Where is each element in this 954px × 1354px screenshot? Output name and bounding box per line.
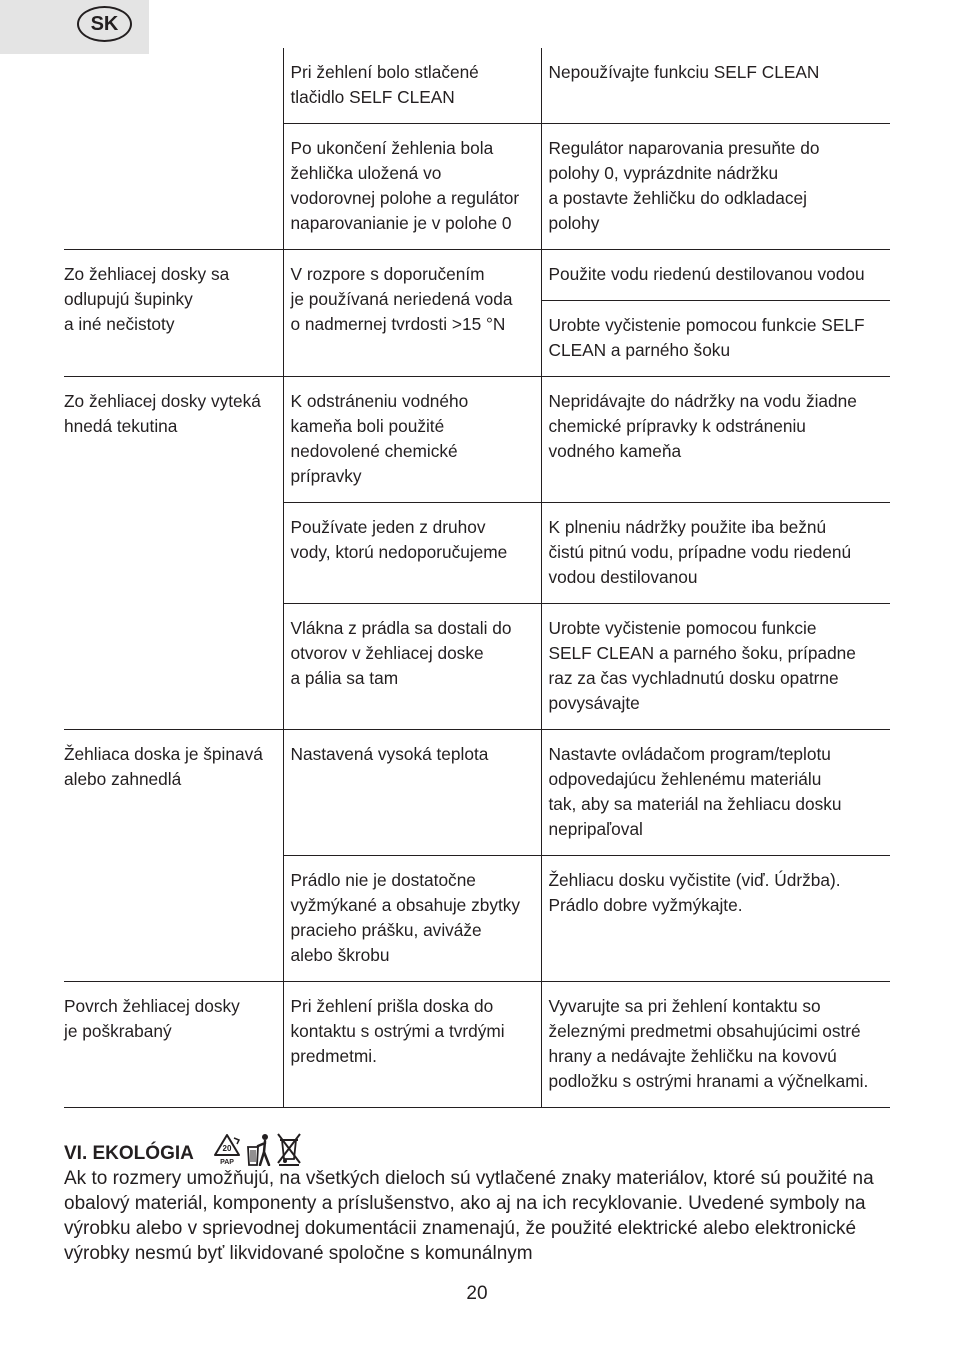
table-row (64, 48, 890, 124)
remedy-cell: Nepridávajte do nádržky na vodu žiadne chemické prípravky k odstráneniu vodného kameňa (541, 377, 890, 503)
cause-cell: Používate jeden z druhov vody, ktorú nedoporučujeme (283, 503, 541, 604)
table-row (64, 503, 890, 604)
table-row (64, 124, 890, 250)
problem-cell: Žehliaca doska je špinavá alebo zahnedlá (64, 744, 263, 789)
table-row (64, 856, 890, 982)
table-row (64, 730, 890, 856)
table-row (64, 377, 890, 503)
language-badge: SK (77, 6, 132, 42)
ecology-section (64, 1126, 890, 1266)
remedy-cell: Regulátor naparovania presuňte do polohy 0, vyprázdnite nádržku a postavte žehličku do odkladacej polohy (541, 124, 890, 250)
table-row (64, 982, 890, 1108)
cause-cell: Nastavená vysoká teplota (283, 730, 541, 856)
problem-cell (64, 856, 283, 982)
cause-cell: Pri žehlení prišla doska do kontaktu s ostrými a tvrdými predmetmi. (283, 982, 541, 1108)
cause-cell: Pri žehlení bolo stlačené tlačidlo SELF CLEAN (283, 48, 541, 124)
cause-cell: K odstráneniu vodného kameňa boli použité nedovolené chemické prípravky (283, 377, 541, 503)
section-title: VI. EKOLÓGIA (64, 1143, 194, 1164)
cause-cell: V rozpore s doporučením je používaná neriedená voda o nadmernej tvrdosti >15 °N (283, 250, 541, 377)
ecology-symbols (212, 1130, 302, 1166)
problem-cell (64, 48, 283, 124)
ecology-paragraph: Ak to rozmery umožňujú, na všetkých dieloch sú vytlačené znaky materiálov, ktoré sú použité na obalový materiál, komponenty a príslušenstvo, ako aj na ich recyklovanie. Uvedené symboly na výrobku alebo v sprievodnej dokumentácii znamenajú, že použité elektrické alebo elektronické výrobky nesmú byť likvidované spoločne s komunálnym (64, 1168, 874, 1264)
problem-cell (64, 124, 283, 250)
remedy-cell: Nepoužívajte funkciu SELF CLEAN (541, 48, 890, 124)
table-row (64, 250, 890, 301)
remedy-cell: Žehliacu dosku vyčistite (viď. Údržba). Prádlo dobre vyžmýkajte. (541, 856, 890, 982)
problem-cell: Zo žehliacej dosky sa odlupujú šupinky a iné nečistoty (64, 250, 283, 377)
recycle-20-pap-icon (212, 1132, 242, 1166)
svg-text:20: 20 (222, 1144, 232, 1153)
remedy-cell: Použite vodu riedenú destilovanou vodou (541, 250, 890, 301)
language-tab (0, 0, 149, 54)
troubleshooting-table (64, 48, 890, 1108)
remedy-cell: Urobte vyčistenie pomocou funkcie SELF CLEAN a parného šoku, prípadne raz za čas vychladnutú dosku opatrne povysávajte (541, 604, 890, 730)
cause-cell: Vlákna z prádla sa dostali do otvorov v žehliacej doske a pália sa tam (283, 604, 541, 730)
remedy-cell: K plneniu nádržky použite iba bežnú čistú pitnú vodu, prípadne vodu riedenú vodou destilovanou (541, 503, 890, 604)
remedy-cell: Nastavte ovládačom program/teplotu odpovedajúcu žehlenému materiálu tak, aby sa materiál na žehliacu dosku nepripaľoval (541, 730, 890, 856)
problem-cell (64, 503, 283, 604)
page-number: 20 (466, 1283, 488, 1304)
crossed-out-wheelie-bin-icon (276, 1132, 302, 1166)
cause-cell: Po ukončení žehlenia bola žehlička uložená vo vodorovnej polohe a regulátor naparovanianie je v polohe 0 (283, 124, 541, 250)
problem-cell (64, 604, 283, 730)
cause-cell: Prádlo nie je dostatočne vyžmýkané a obsahuje zbytky pracieho prášku, aviváže alebo škrobu (283, 856, 541, 982)
remedy-cell: Vyvarujte sa pri žehlení kontaktu so železnými predmetmi obsahujúcimi ostré hrany a nedávajte žehličku na kovovú podložku s ostrými hranami a výčnelkami. (541, 982, 890, 1108)
tidyman-bin-icon (245, 1132, 273, 1166)
remedy-cell: Urobte vyčistenie pomocou funkcie SELF CLEAN a parného šoku (541, 301, 890, 377)
problem-cell: Povrch žehliacej dosky je poškrabaný (64, 982, 283, 1108)
problem-cell: Zo žehliacej dosky vyteká hnedá tekutina (64, 391, 261, 436)
svg-text:PAP: PAP (219, 1159, 234, 1166)
ecology-header (64, 1126, 890, 1166)
table-row (64, 604, 890, 730)
